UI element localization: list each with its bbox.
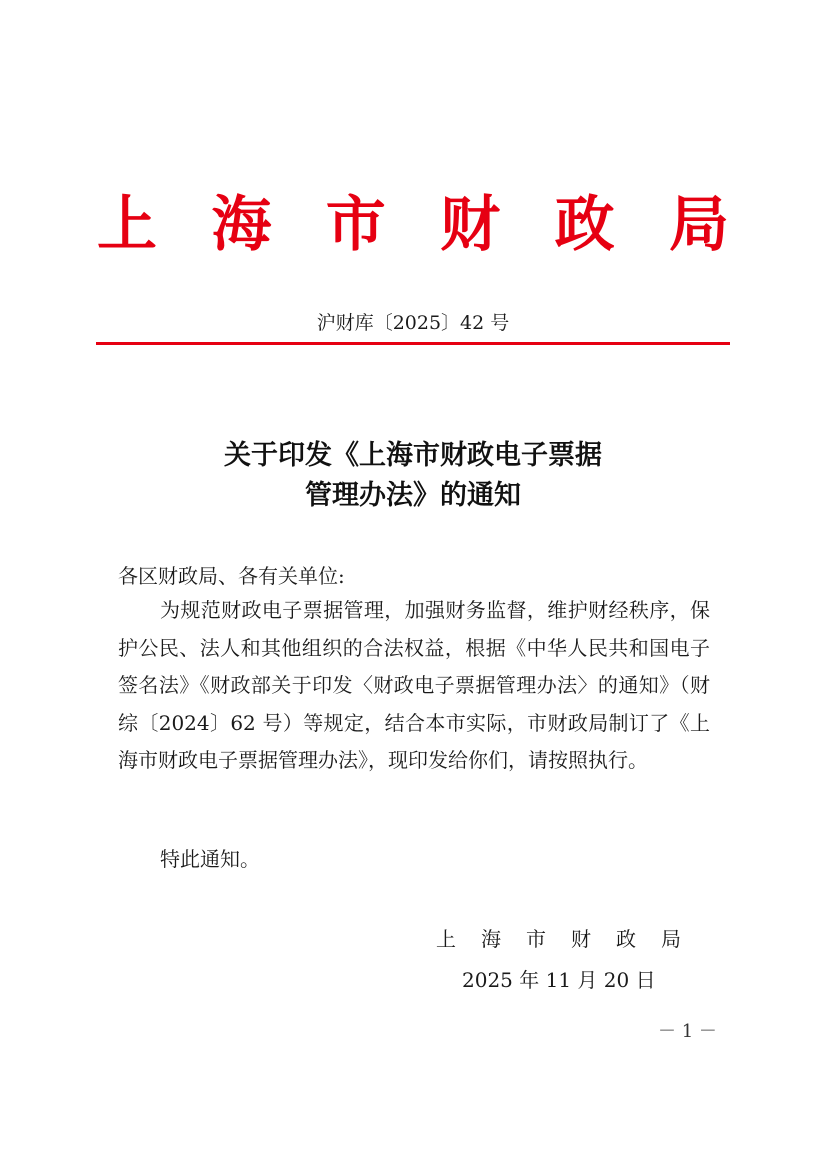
document-title-line-1: 关于印发《上海市财政电子票据 bbox=[224, 440, 602, 471]
document-body bbox=[118, 592, 710, 780]
agency-header-char: 局 bbox=[668, 190, 729, 260]
issuer-char: 海 bbox=[481, 927, 501, 951]
issuer-char: 财 bbox=[571, 927, 591, 951]
page-number: － 1 － bbox=[658, 1021, 717, 1042]
document-title bbox=[0, 436, 826, 516]
issuer-signature bbox=[436, 923, 681, 955]
issue-date: 2025 年 11 月 20 日 bbox=[462, 968, 656, 992]
issuer-char: 局 bbox=[661, 927, 681, 951]
agency-header-char: 上 bbox=[97, 190, 157, 260]
body-paragraph: 为规范财政电子票据管理，加强财务监督，维护财经秩序，保护公民、法人和其他组织的合法权益，根据《中华人民共和国电子签名法》《财政部关于印发〈财政电子票据管理办法〉的通知》（财综〔2024〕62 号）等规定，结合本市实际，市财政局制订了《上海市财政电子票据管理办法》，现印发给你们，请按照执行。 bbox=[118, 598, 710, 772]
document-number: 沪财库〔2025〕42 号 bbox=[316, 312, 510, 334]
agency-header-char: 市 bbox=[325, 190, 386, 260]
salutation: 各区财政局、各有关单位: bbox=[118, 564, 345, 588]
agency-header bbox=[96, 183, 730, 267]
closing-statement: 特此通知。 bbox=[160, 847, 260, 871]
issuer-char: 政 bbox=[616, 927, 636, 951]
agency-header-char: 海 bbox=[211, 190, 272, 260]
issuer-char: 上 bbox=[436, 927, 456, 951]
agency-header-char: 财 bbox=[440, 190, 501, 260]
header-divider bbox=[96, 342, 730, 345]
issuer-char: 市 bbox=[526, 927, 546, 951]
document-title-line-2: 管理办法》的通知 bbox=[305, 480, 521, 511]
agency-header-char: 政 bbox=[554, 190, 615, 260]
